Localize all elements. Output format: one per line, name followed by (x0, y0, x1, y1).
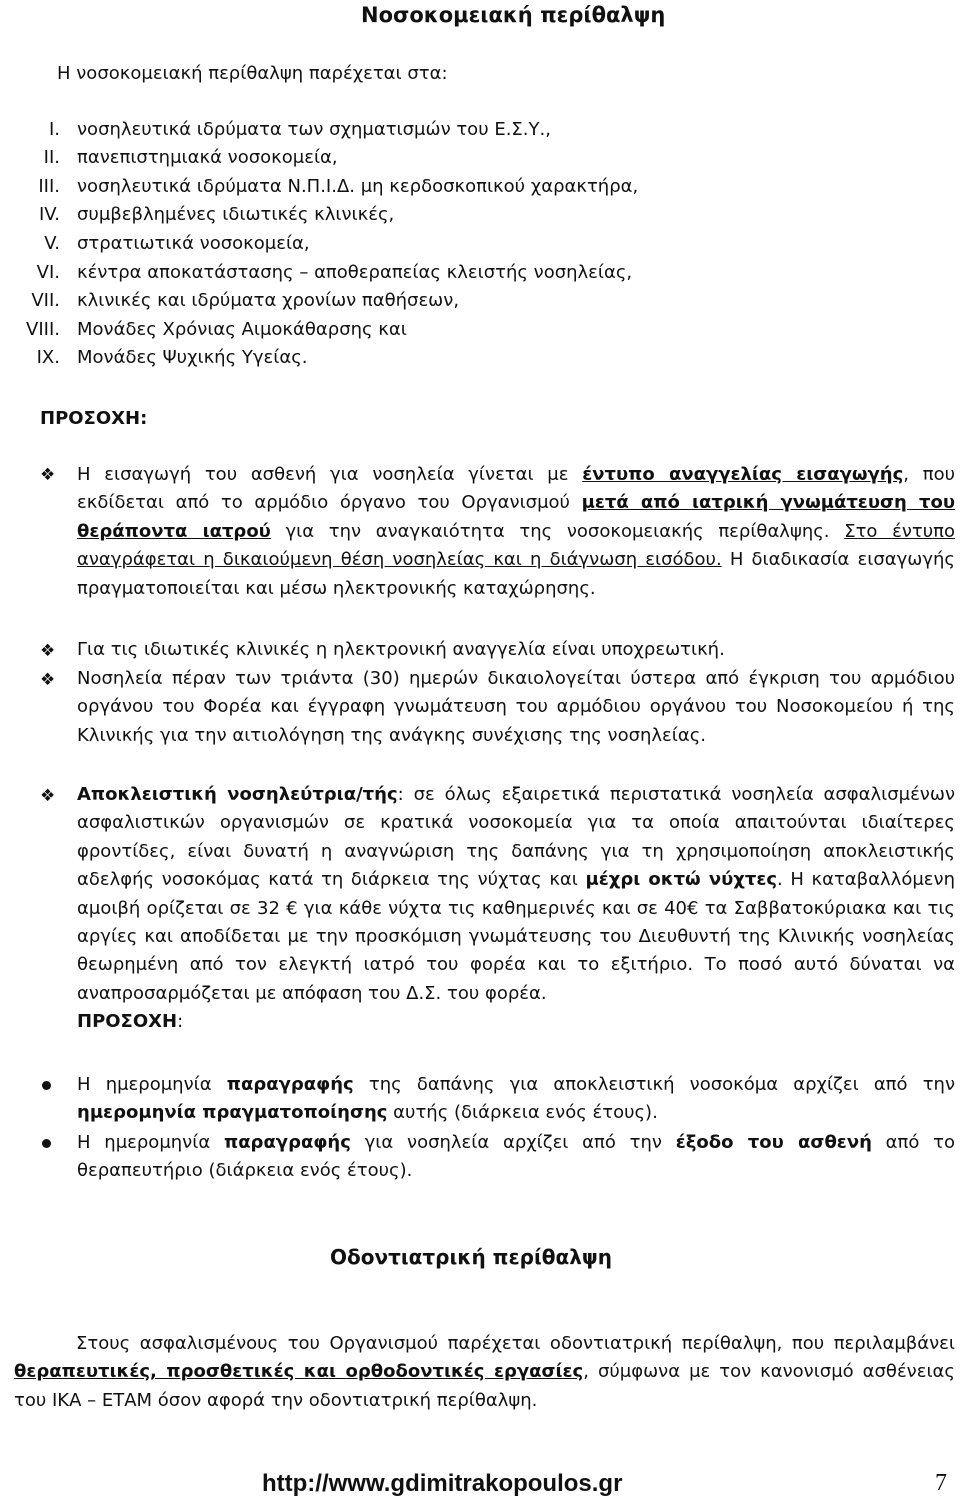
list-text: πανεπιστημιακά νοσοκομεία, (77, 147, 338, 168)
list-number: IV. (38, 204, 60, 225)
list-text: Μονάδες Ψυχικής Υγείας. (77, 347, 308, 368)
intro-text: Η νοσοκομειακή περίθαλψη παρέχεται στα: (57, 63, 448, 84)
list-number: V. (44, 233, 60, 254)
list-number: VI. (36, 262, 60, 283)
diamond-bullet-icon: ❖ (40, 641, 56, 661)
list-text: νοσηλευτικά ιδρύματα των σχηματισμών του Ε.Σ.Υ., (77, 119, 551, 140)
list-text: κέντρα αποκατάστασης – αποθεραπείας κλειστής νοσηλείας, (77, 262, 633, 283)
diamond-bullet-icon: ❖ (40, 670, 56, 690)
hospitalization-paragraph: Νοσηλεία πέραν των τριάντα (30) ημερών δικαιολογείται ύστερα από έγκριση του αρμόδιου οργάνου του Φορέα και έγγραφη γνωμάτευση του αρμόδιου οργάνου του Νοσοκομείου ή της Κλινικής για την αιτιολόγηση της ανάγκης συνέχισης της νοσηλείας. (77, 668, 955, 746)
list-number: I. (48, 119, 60, 140)
list-number: VII. (31, 290, 60, 311)
diamond-bullet-icon: ❖ (40, 465, 56, 485)
list-text: στρατιωτικά νοσοκομεία, (77, 233, 310, 254)
list-number: II. (43, 147, 60, 168)
attention-heading: ΠΡΟΣΟΧΗ: (40, 408, 148, 429)
list-number: IX. (36, 347, 60, 368)
page-title: Νοσοκομειακή περίθαλψη (361, 3, 666, 27)
dental-title: Οδοντιατρική περίθαλψη (330, 1245, 613, 1269)
private-nurse-paragraph: Αποκλειστική νοσηλεύτρια/τής: σε όλως εξαιρετικά περιστατικά νοσηλεία ασφαλισμένων ασφαλιστικών οργανισμών σε κρατικά νοσοκομεία για τα οποία απαιτούνται ιδιαίτερες φροντίδες, είναι δυνατή η αναγνώριση της δαπάνης για τη χρησιμοποίηση αποκλειστικής αδελφής νοσοκόμας κατά τη διάρκεια της νύχτας και μέχρι οκτώ νύχτες. Η καταβαλλόμενη αμοιβή ορίζεται σε 32 € για κάθε νύχτα τις καθημερινές και σε 40€ τα Σαββατοκύριακα και τις αργίες και αποδίδεται με την προσκόμιση γνωμάτευσης του Διευθυντή της Κλινικής νοσηλείας θεωρημένη από τον ελεγκτή ιατρό του φορέα και το εξιτήριο. Το ποσό αυτό δύναται να αναπροσαρμόζεται με απόφαση του Δ.Σ. του φορέα. ΠΡΟΣΟΧΗ: (77, 784, 955, 1033)
list-text: νοσηλευτικά ιδρύματα Ν.Π.Ι.Δ. μη κερδοσκοπικού χαρακτήρα, (77, 176, 639, 197)
diamond-bullet-icon: ❖ (40, 786, 56, 806)
list-number: III. (38, 176, 60, 197)
list-text: κλινικές και ιδρύματα χρονίων παθήσεων, (77, 290, 460, 311)
footer-link[interactable]: http://www.gdimitrakopoulos.gr (262, 1470, 623, 1497)
list-text: συμβεβλημένες ιδιωτικές κλινικές, (77, 204, 395, 225)
list-number: VIII. (26, 319, 60, 340)
page-number: 7 (935, 1470, 947, 1496)
bullet-dot-icon (42, 1139, 51, 1148)
dental-paragraph: Στους ασφαλισμένους του Οργανισμού παρέχεται οδοντιατρική περίθαλψη, που περιλαμβάνει θεραπευτικές, προσθετικές και ορθοδοντικές εργασίες, σύμφωνα με τον κανονισμό ασθένειας του ΙΚΑ – ΕΤΑΜ όσον αφορά την οδοντιατρική περίθαλψη. (14, 1333, 955, 1411)
list-text: Μονάδες Χρόνιας Αιμοκάθαρσης και (77, 319, 407, 340)
limitation-hospitalization-paragraph: Η ημερομηνία παραγραφής για νοσηλεία αρχίζει από την έξοδο του ασθενή από το θεραπευτήριο (διάρκεια ενός έτους). (77, 1132, 955, 1182)
private-clinics-paragraph: Για τις ιδιωτικές κλινικές η ηλεκτρονική αναγγελία είναι υποχρεωτική. (77, 639, 725, 660)
admission-paragraph: Η εισαγωγή του ασθενή για νοσηλεία γίνεται με έντυπο αναγγελίας εισαγωγής, που εκδίδεται από το αρμόδιο όργανο του Οργανισμού μετά από ιατρική γνωμάτευση του θεράποντα ιατρού για την αναγκαιότητα της νοσοκομειακής περίθαλψης. Στο έντυπο αναγράφεται η δικαιούμενη θέση νοσηλείας και η διάγνωση εισόδου. Η διαδικασία εισαγωγής πραγματοποιείται και μέσω ηλεκτρονικής καταχώρησης. (77, 464, 955, 599)
bullet-dot-icon (42, 1081, 51, 1090)
limitation-nurse-paragraph: Η ημερομηνία παραγραφής της δαπάνης για αποκλειστική νοσοκόμα αρχίζει από την ημερομηνία πραγματοποίησης αυτής (διάρκεια ενός έτους). (77, 1074, 955, 1124)
